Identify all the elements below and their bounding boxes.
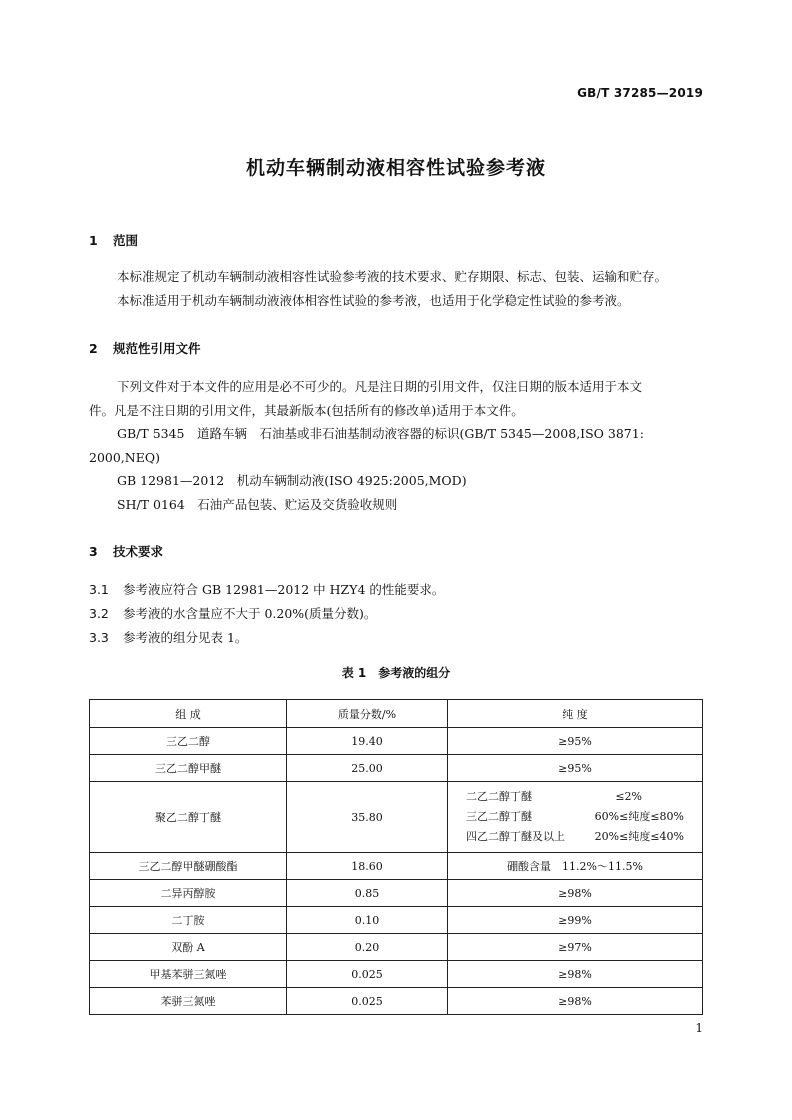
- clause-text: 参考液的组分见表 1。: [123, 630, 248, 645]
- clause-3-2: [89, 604, 376, 622]
- paragraph-line: 件。凡是不注日期的引用文件，其最新版本(包括所有的修改单)适用于本文件。: [89, 402, 524, 418]
- component-cell: 苯骈三氮唑: [90, 988, 287, 1015]
- section-2-heading: [89, 339, 201, 357]
- mass-fraction-cell: 18.60: [287, 853, 448, 880]
- reference-entry-continued: 2000,NEQ): [89, 449, 160, 465]
- purity-cell: ≥98%: [448, 988, 703, 1015]
- mass-fraction-cell: 0.025: [287, 988, 448, 1015]
- section-2-body: [89, 375, 703, 516]
- mass-fraction-cell: 0.20: [287, 934, 448, 961]
- section-1-body: [89, 265, 703, 312]
- paragraph: 本标准规定了机动车辆制动液相容性试验参考液的技术要求、贮存期限、标志、包装、运输和贮存。: [117, 269, 668, 284]
- section-number: 2: [89, 341, 98, 356]
- clause-text: 参考液的水含量应不大于 0.20%(质量分数)。: [123, 606, 377, 621]
- component-cell: 三乙二醇: [90, 728, 287, 755]
- purity-cell: ≥95%: [448, 755, 703, 782]
- table-row: [90, 880, 703, 907]
- mass-fraction-cell: 0.10: [287, 907, 448, 934]
- standard-number: GB/T 37285—2019: [577, 86, 703, 100]
- purity-cell: 硼酸含量 11.2%～11.5%: [448, 853, 703, 880]
- component-cell: 三乙二醇甲醚硼酸酯: [90, 853, 287, 880]
- purity-label: 三乙二醇丁醚: [466, 810, 532, 823]
- clause-3-3: [89, 628, 247, 646]
- purity-line: [466, 787, 684, 807]
- table-header-row: [90, 700, 703, 728]
- purity-line: [466, 827, 684, 847]
- component-cell: 聚乙二醇丁醚: [90, 782, 287, 853]
- mass-fraction-cell: 19.40: [287, 728, 448, 755]
- paragraph: 本标准适用于机动车辆制动液液体相容性试验的参考液，也适用于化学稳定性试验的参考液。: [117, 292, 630, 308]
- document-title: 机动车辆制动液相容性试验参考液: [245, 157, 546, 179]
- clause-3-1: [89, 580, 444, 598]
- component-cell: 二丁胺: [90, 907, 287, 934]
- purity-cell: ≥98%: [448, 880, 703, 907]
- clause-text: 参考液应符合 GB 12981—2012 中 HZY4 的性能要求。: [123, 582, 445, 597]
- clause-number: 3.2: [89, 606, 109, 621]
- section-title: 技术要求: [113, 544, 164, 559]
- table-row: [90, 782, 703, 853]
- paragraph-line: 下列文件对于本文件的应用是必不可少的。凡是注日期的引用文件，仅注日期的版本适用于本文: [117, 379, 643, 394]
- purity-cell: ≥98%: [448, 961, 703, 988]
- section-number: 1: [89, 233, 98, 248]
- section-title: 规范性引用文件: [113, 341, 201, 356]
- component-cell: 双酚 A: [90, 934, 287, 961]
- section-3-heading: [89, 542, 163, 560]
- table-row: [90, 988, 703, 1015]
- component-cell: 三乙二醇甲醚: [90, 755, 287, 782]
- section-number: 3: [89, 544, 98, 559]
- purity-label: 四乙二醇丁醚及以上: [466, 830, 565, 843]
- purity-line: [466, 807, 684, 827]
- reference-entry: GB/T 5345 道路车辆 石油基或非石油基制动液容器的标识(GB/T 5345—2008,ISO 3871:: [117, 426, 644, 441]
- column-header: 组 成: [90, 700, 287, 728]
- table-row: [90, 853, 703, 880]
- reference-entry: GB 12981—2012 机动车辆制动液(ISO 4925:2005,MOD): [117, 473, 467, 488]
- column-header: 质量分数/%: [287, 700, 448, 728]
- purity-cell: ≥95%: [448, 728, 703, 755]
- composition-table: [89, 699, 703, 1015]
- section-title: 范围: [113, 233, 139, 248]
- purity-value: 60%≤纯度≤80%: [594, 810, 684, 823]
- table-row: [90, 934, 703, 961]
- component-cell: 二异丙醇胺: [90, 880, 287, 907]
- table-caption: 表 1 参考液的组分: [341, 666, 451, 680]
- table-row: [90, 961, 703, 988]
- purity-cell: ≥99%: [448, 907, 703, 934]
- mass-fraction-cell: 0.85: [287, 880, 448, 907]
- clause-number: 3.3: [89, 630, 109, 645]
- purity-label: 二乙二醇丁醚: [466, 790, 532, 803]
- table-row: [90, 907, 703, 934]
- component-cell: 甲基苯骈三氮唑: [90, 961, 287, 988]
- mass-fraction-cell: 35.80: [287, 782, 448, 853]
- purity-value: 20%≤纯度≤40%: [594, 830, 684, 843]
- section-1-heading: [89, 231, 138, 249]
- purity-cell: ≥97%: [448, 934, 703, 961]
- clause-number: 3.1: [89, 582, 109, 597]
- table-row: [90, 755, 703, 782]
- table-row: [90, 728, 703, 755]
- mass-fraction-cell: 0.025: [287, 961, 448, 988]
- page-number: 1: [695, 1021, 703, 1035]
- column-header: 纯 度: [448, 700, 703, 728]
- purity-value: ≤2%: [615, 790, 642, 803]
- purity-cell: [448, 782, 703, 853]
- reference-entry: SH/T 0164 石油产品包装、贮运及交货验收规则: [117, 496, 398, 512]
- mass-fraction-cell: 25.00: [287, 755, 448, 782]
